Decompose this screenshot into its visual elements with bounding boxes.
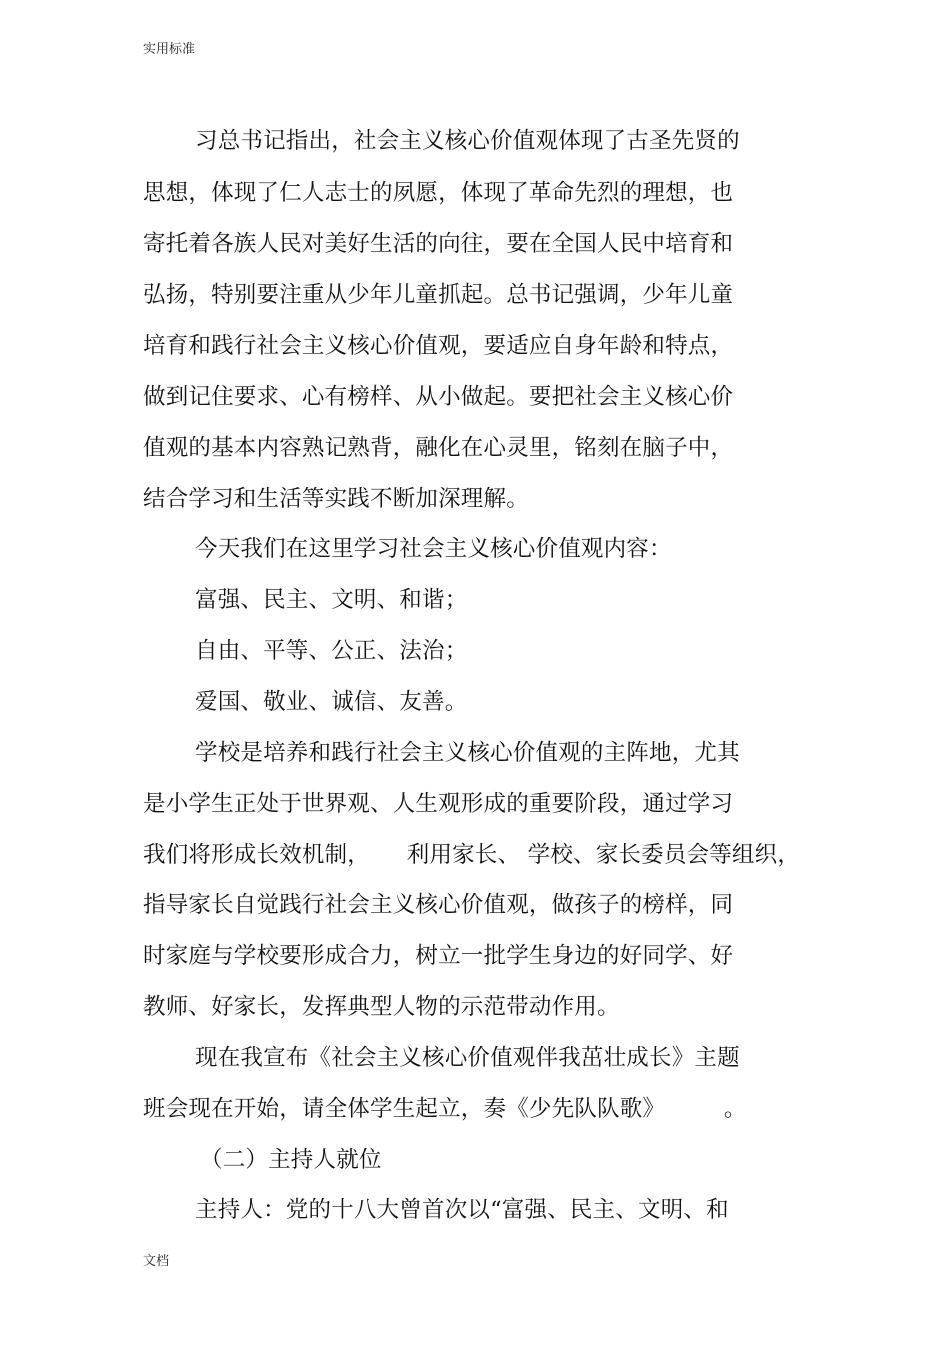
paragraph-line: 现在我宣布《社会主义核心价值观伴我茁壮成长》主题 — [195, 1045, 740, 1071]
paragraph-line: 是小学生正处于世界观、人生观形成的重要阶段，通过学习 — [143, 791, 734, 817]
paragraph-line: 指导家长自觉践行社会主义核心价值观，做孩子的榜样，同 — [143, 892, 734, 918]
paragraph-line: 做到记住要求、心有榜样、从小做起。要把社会主义核心价 — [143, 384, 734, 410]
paragraph-line: 今天我们在这里学习社会主义核心价值观内容： — [195, 536, 672, 562]
paragraph-line: 弘扬，特别要注重从少年儿童抓起。总书记强调，少年儿童 — [143, 282, 734, 308]
values-line: 爱国、敬业、诚信、友善。 — [195, 689, 468, 715]
paragraph-line: 班会现在开始，请全体学生起立，奏《少先队队歌》 。 — [143, 1096, 747, 1122]
paragraph-line: 学校是培养和践行社会主义核心价值观的主阵地，尤其 — [195, 740, 740, 766]
section-heading: （二）主持人就位 — [200, 1147, 382, 1173]
paragraph-line: 教师、好家长，发挥典型人物的示范带动作用。 — [143, 994, 620, 1020]
paragraph-line: 主持人：党的十八大曾首次以“富强、民主、文明、和 — [195, 1197, 729, 1223]
paragraph-line: 值观的基本内容熟记熟背，融化在心灵里，铭刻在脑子中， — [143, 435, 734, 461]
paragraph-line: 习总书记指出，社会主义核心价值观体现了古圣先贤的 — [195, 128, 740, 154]
paragraph-line: 时家庭与学校要形成合力，树立一批学生身边的好同学、好 — [143, 943, 734, 969]
values-line: 自由、平等、公正、法治； — [195, 638, 468, 664]
values-line: 富强、民主、文明、和谐； — [195, 587, 468, 613]
page-footer: 文档 — [143, 1254, 170, 1269]
paragraph-line: 寄托着各族人民对美好生活的向往，要在全国人民中培育和 — [143, 231, 734, 257]
paragraph-line: 培育和践行社会主义核心价值观，要适应自身年龄和特点， — [143, 333, 734, 359]
page-header: 实用标准 — [143, 42, 196, 57]
paragraph-line: 结合学习和生活等实践不断加深理解。 — [143, 486, 529, 512]
paragraph-line: 思想，体现了仁人志士的夙愿，体现了革命先烈的理想，也 — [143, 180, 734, 206]
paragraph-line: 我们将形成长效机制， 利用家长、 学校、家长委员会等组织， — [143, 842, 801, 868]
